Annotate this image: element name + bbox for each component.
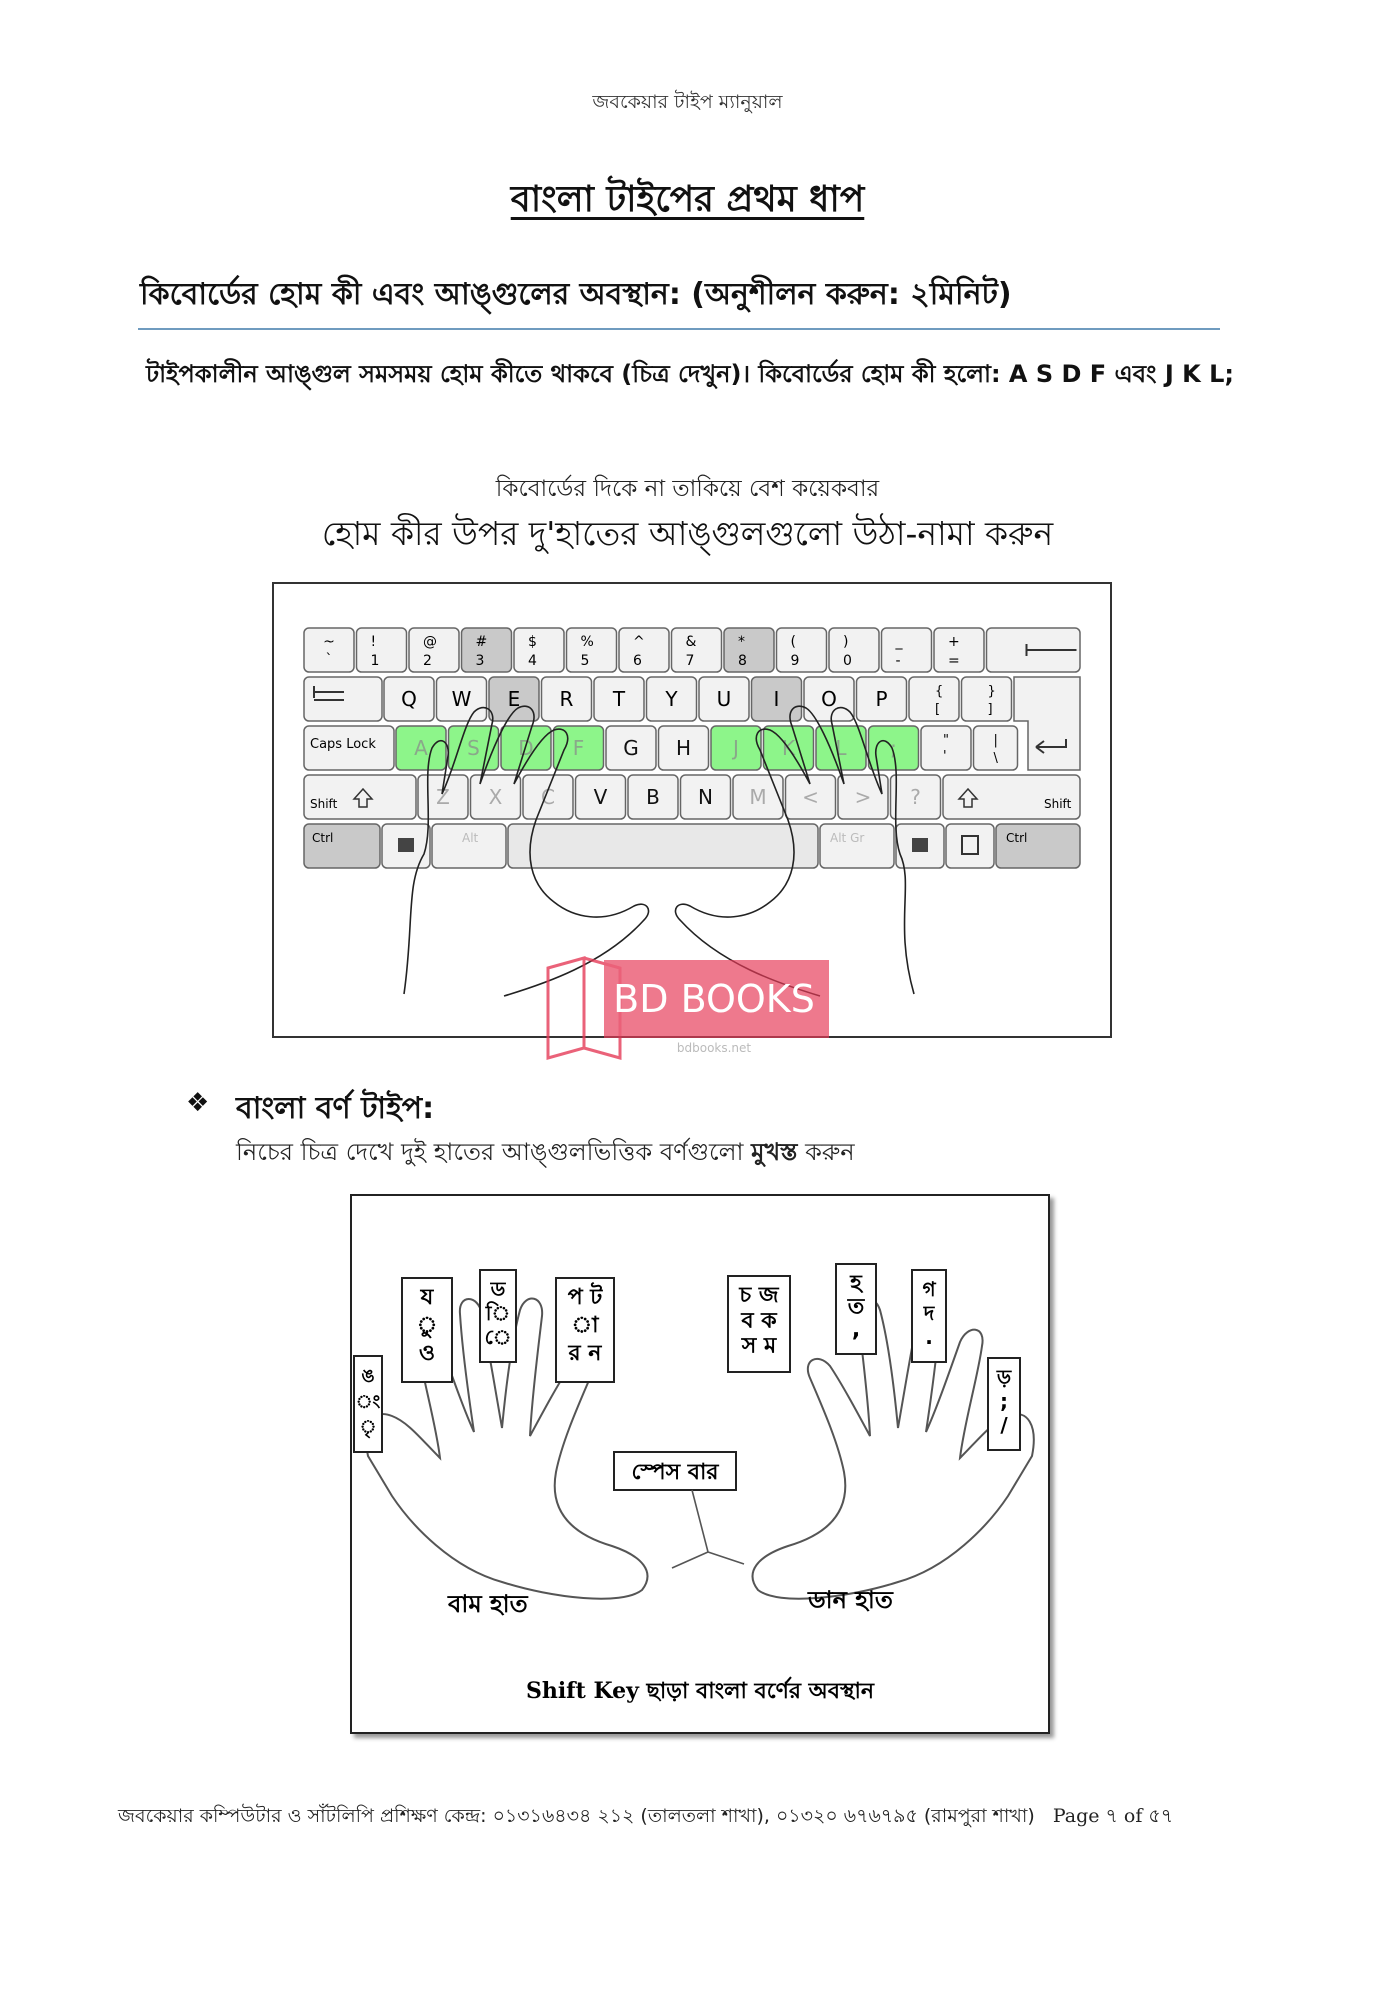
page-title: [0, 172, 1375, 232]
key-label: F: [572, 736, 585, 760]
page-title-text: বাংলা টাইপের প্রথম ধাপ: [510, 179, 865, 220]
ctrl-label: Ctrl: [312, 831, 334, 845]
bullet-icon: ❖: [186, 1088, 210, 1118]
key-label: 7: [685, 653, 695, 669]
key-label: ]: [987, 702, 993, 717]
key-bracket: [909, 677, 959, 721]
key-number: [777, 628, 827, 672]
key-label: |: [993, 733, 998, 748]
key-label: 3: [475, 653, 485, 669]
key-label: M: [749, 785, 767, 809]
finger-letter: ,: [851, 1317, 861, 1343]
key-bracket: [962, 677, 1012, 721]
figure-caption: [526, 1676, 875, 1704]
key-label: 2: [423, 653, 432, 669]
key-label: $: [528, 634, 537, 650]
key-label: 1: [370, 653, 380, 669]
key-label: 9: [790, 653, 800, 669]
key-number: [829, 628, 879, 672]
space-bar-pointer: [672, 1490, 744, 1568]
key-label: *: [738, 634, 745, 650]
key-label: Q: [401, 687, 417, 711]
key-number: [724, 628, 774, 672]
key-label: O: [821, 687, 837, 711]
left-hand-label: বাম হাত: [448, 1590, 528, 1618]
caption-shift-key: Shift Key: [525, 1678, 639, 1704]
key-label: S: [467, 736, 480, 760]
bullet-heading: বাংলা বর্ণ টাইপ:: [236, 1091, 435, 1126]
key-label: +: [948, 634, 960, 650]
key-label: L: [835, 736, 847, 760]
windows-icon: [912, 838, 928, 852]
home-keys-note: টাইপকালীন আঙ্গুল সমসময় হোম কীতে থাকবে (চিত্র দেখুন)। কিবোর্ডের হোম কী হলো: A S D F এবং J K L;: [146, 360, 1234, 388]
key-number: [672, 628, 722, 672]
finger-letter: ে: [484, 1325, 512, 1349]
finger-letter: ত: [847, 1294, 865, 1320]
key-label: 0: [843, 653, 852, 669]
key-label: A: [414, 736, 428, 760]
key-label: W: [451, 687, 472, 711]
finger-letter: ড: [490, 1277, 506, 1301]
ctrl-label: Ctrl: [1006, 831, 1028, 845]
key-label: E: [507, 687, 521, 711]
key-label: ?: [910, 785, 921, 809]
footer-text: জবকেয়ার কম্পিউটার ও সাঁটলিপি প্রশিক্ষণ কেন্দ্র: ০১৩১৬৪৩৪ ২১২ (তালতলা শাখা), ০১৩২০ ৬৭৬৭৯৫ (রামপুরা শাখা): [118, 1805, 1035, 1827]
finger-letter: ু: [416, 1313, 438, 1338]
practice-hint-line1: কিবোর্ডের দিকে না তাকিয়ে বেশ কয়েকবার: [495, 476, 880, 502]
watermark-url: bdbooks.net: [676, 1041, 752, 1055]
key-label: {: [935, 684, 944, 699]
key-label: Y: [665, 687, 678, 711]
key-label: ': [943, 749, 947, 764]
instruction-suffix: করুন: [797, 1138, 855, 1166]
key-label: \: [993, 751, 998, 766]
watermark-brand: BD BOOKS: [613, 977, 815, 1021]
key-label: ): [843, 634, 849, 650]
finger-letter: র ন: [568, 1341, 602, 1366]
watermark-logo: [544, 952, 834, 1062]
key-label: @: [423, 634, 437, 650]
key-label: V: [593, 785, 608, 809]
key-label: J: [733, 736, 739, 760]
key-label: I: [773, 687, 780, 711]
key-label: ^: [633, 634, 645, 650]
page-number: Page ৭ of ৫৭: [1052, 1805, 1174, 1827]
key-label: #: [475, 634, 488, 650]
space-bar-label: স্পেস বার: [631, 1460, 719, 1485]
key-label: `: [325, 652, 333, 668]
shift-label: Shift: [310, 797, 338, 811]
key-label: ": [943, 733, 949, 748]
key-label: %: [580, 634, 594, 650]
key-label: =: [948, 653, 960, 669]
caption-text: ছাড়া বাংলা বর্ণের অবস্থান: [638, 1679, 875, 1704]
instruction-prefix: নিচের চিত্র দেখে দুই হাতের আঙ্গুলভিত্তিক বর্ণগুলো: [236, 1138, 752, 1166]
key-label: 5: [580, 653, 590, 669]
section-divider: [138, 328, 1220, 330]
altgr-label: Alt Gr: [830, 831, 865, 845]
alt-label: Alt: [462, 831, 479, 845]
finger-letter: ৃ: [359, 1416, 377, 1438]
key-number: [357, 628, 407, 672]
key-label: !: [370, 634, 377, 650]
key-label: 4: [528, 653, 537, 669]
key-label: P: [875, 687, 888, 711]
shift-label: Shift: [1044, 797, 1072, 811]
finger-letter: চ জ: [739, 1283, 779, 1308]
running-header: জবকেয়ার টাইপ ম্যানুয়াল: [592, 91, 783, 113]
finger-letter: /: [1000, 1413, 1008, 1437]
key-label: >: [854, 785, 872, 809]
key-label: &: [685, 634, 697, 650]
key-number: [882, 628, 932, 672]
caps-label: Caps Lock: [310, 737, 376, 752]
finger-letter: য: [420, 1285, 434, 1310]
hands-letter-figure: [350, 1194, 1050, 1734]
key-label: <: [802, 785, 819, 809]
key-label: T: [612, 687, 626, 711]
key-label: D: [518, 736, 534, 760]
finger-letter: ও: [418, 1341, 436, 1366]
finger-letter: ি: [485, 1301, 511, 1325]
key-label: ~: [323, 634, 335, 650]
finger-letter: প ট: [567, 1285, 603, 1310]
key-label: [: [935, 702, 941, 717]
key-label: G: [623, 736, 639, 760]
finger-letter: া: [571, 1313, 599, 1338]
finger-letter: দ: [923, 1301, 935, 1325]
key-number: [514, 628, 564, 672]
practice-hint-line2: হোম কীর উপর দু'হাতের আঙ্গুলগুলো উঠা-নামা করুন: [321, 514, 1054, 553]
instruction-bold: মুখস্ত: [751, 1138, 798, 1166]
key-label: U: [716, 687, 732, 711]
finger-letter: ;: [1000, 1389, 1008, 1413]
key-label: 6: [633, 653, 642, 669]
right-hand-label: ডান হাত: [808, 1586, 893, 1614]
key-label: (: [790, 634, 796, 650]
bullet-instruction: [236, 1134, 855, 1174]
finger-letter: গ: [922, 1277, 936, 1301]
finger-letter: .: [925, 1325, 933, 1349]
key-label: 8: [738, 653, 747, 669]
key-label: X: [488, 785, 503, 809]
key-label: -: [895, 653, 901, 669]
section-heading: কিবোর্ডের হোম কী এবং আঙ্গুলের অবস্থান: (অনুশীলন করুন: ২মিনিট): [140, 277, 1012, 312]
key-label: }: [987, 684, 996, 699]
key-label: K: [781, 736, 796, 760]
key-label: B: [646, 785, 660, 809]
hands-illustration: [352, 1196, 1048, 1732]
key-label: C: [541, 785, 555, 809]
key-space: [508, 824, 818, 868]
page-footer: [118, 1802, 1258, 1834]
finger-letter: ব ক: [741, 1308, 777, 1334]
watermark: [544, 952, 834, 1066]
key-enter: [1014, 677, 1080, 770]
key-label: R: [559, 687, 574, 711]
key-menu: [946, 824, 994, 868]
book-icon: [548, 958, 584, 1058]
finger-letter: ড়: [996, 1365, 1012, 1389]
windows-icon: [398, 838, 414, 852]
finger-letter: স ম: [741, 1333, 777, 1359]
key-label: _: [895, 634, 903, 650]
finger-letter: ং: [355, 1391, 381, 1413]
finger-letter: হ: [850, 1271, 862, 1296]
finger-letter: ঙ: [361, 1366, 375, 1387]
key-label: Z: [436, 785, 450, 809]
key-label: ;: [890, 736, 897, 760]
key-label: N: [698, 785, 713, 809]
key-label: H: [675, 736, 692, 760]
